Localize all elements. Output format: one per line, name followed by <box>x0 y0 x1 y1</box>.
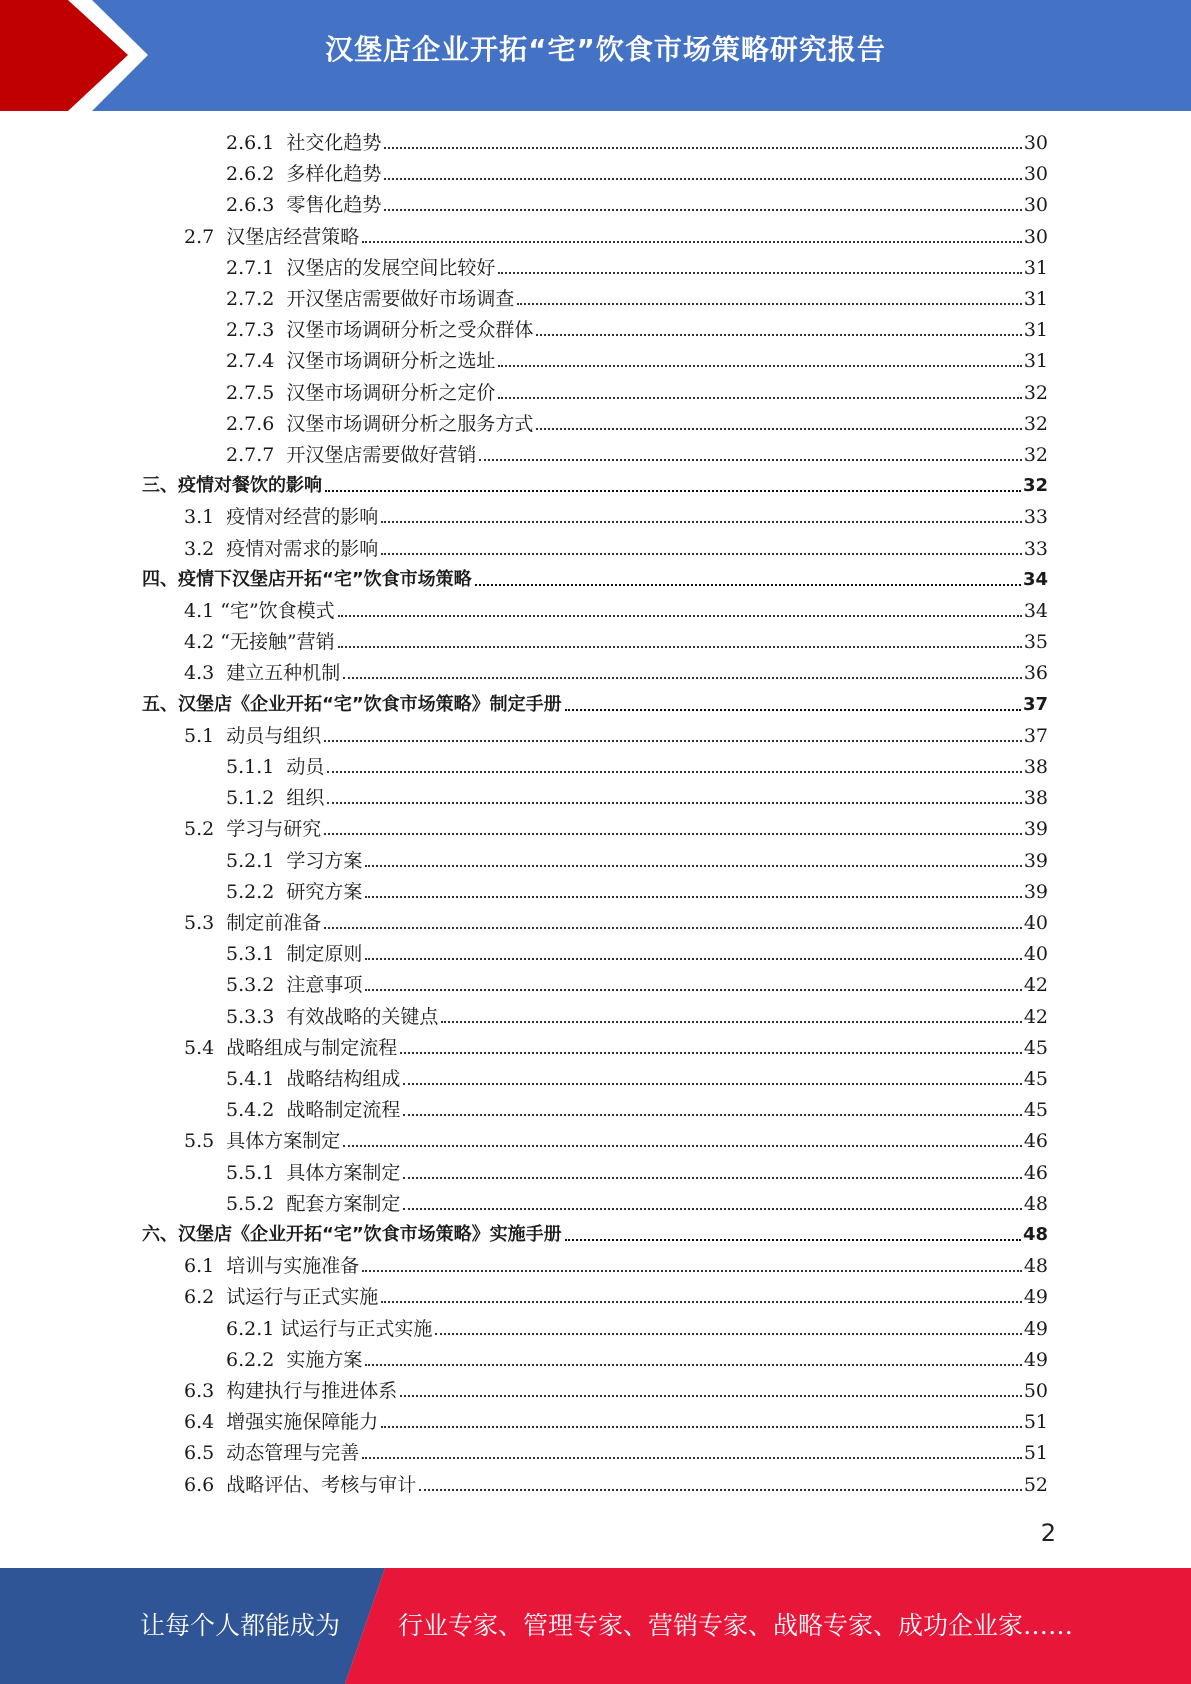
toc-entry[interactable] <box>226 1312 1048 1342</box>
toc-entry-page: 46 <box>1023 1130 1048 1153</box>
toc-entry[interactable] <box>226 781 1048 811</box>
toc-entry-label: 2.7.5 汉堡市场调研分析之定价 <box>226 381 496 404</box>
toc-entry-page: 52 <box>1023 1473 1048 1496</box>
toc-entry-label: 6.2.2 实施方案 <box>226 1348 363 1371</box>
toc-entry-page: 48 <box>1023 1255 1048 1278</box>
toc-entry-label: 3.2 疫情对需求的影响 <box>184 537 379 560</box>
toc-entry-page: 37 <box>1023 724 1048 747</box>
toc-entry-label: 2.6.2 多样化趋势 <box>226 163 382 186</box>
toc-entry[interactable] <box>184 500 1048 530</box>
toc-entry-label: 5.3.1 制定原则 <box>226 943 363 966</box>
toc-entry-label: 5.5 具体方案制定 <box>184 1130 341 1153</box>
toc-entry-page: 48 <box>1023 1192 1048 1215</box>
toc-entry[interactable] <box>184 906 1048 936</box>
page-footer <box>0 1568 1191 1684</box>
toc-dot-leader <box>362 1457 1022 1459</box>
toc-dot-leader <box>384 178 1021 180</box>
toc-chapter-entry[interactable] <box>142 1218 1048 1248</box>
toc-entry-page: 45 <box>1023 1099 1048 1122</box>
toc-entry-label: 2.7.1 汉堡店的发展空间比较好 <box>226 256 496 279</box>
toc-entry-label: 2.7.7 开汉堡店需要做好营销 <box>226 444 477 466</box>
toc-chapter-entry[interactable] <box>142 469 1048 499</box>
toc-dot-leader <box>403 1177 1021 1179</box>
toc-dot-leader <box>536 428 1021 430</box>
toc-entry[interactable] <box>184 1249 1048 1279</box>
toc-entry-label: 6.4 增强实施保障能力 <box>184 1411 379 1434</box>
toc-entry[interactable] <box>184 719 1048 749</box>
toc-entry-page: 42 <box>1023 974 1048 997</box>
toc-entry-page: 49 <box>1023 1317 1048 1340</box>
toc-entry-label: 4.3 建立五种机制 <box>184 662 341 685</box>
toc-entry-page: 34 <box>1022 568 1048 590</box>
toc-dot-leader <box>324 833 1022 835</box>
toc-entry[interactable] <box>184 1468 1048 1498</box>
toc-entry[interactable] <box>226 1093 1048 1123</box>
toc-entry-label: 5.3 制定前准备 <box>184 912 322 934</box>
toc-entry-page: 46 <box>1023 1161 1048 1184</box>
toc-dot-leader <box>362 1270 1022 1272</box>
toc-entry-page: 30 <box>1023 163 1048 186</box>
toc-entry-page: 36 <box>1023 662 1048 685</box>
toc-entry-page: 38 <box>1023 787 1048 810</box>
toc-entry[interactable] <box>184 594 1048 624</box>
toc-entry[interactable] <box>226 844 1048 874</box>
toc-entry-label: 五、汉堡店《企业开拓“宅”饮食市场策略》制定手册 <box>142 693 562 715</box>
toc-entry-label: 5.3.2 注意事项 <box>226 974 363 997</box>
toc-entry-label: 5.3.3 有效战略的关键点 <box>226 1005 439 1028</box>
toc-entry[interactable] <box>184 1374 1048 1404</box>
toc-entry-label: 5.2.2 研究方案 <box>226 880 363 903</box>
toc-entry-label: 6.2.1 试运行与正式实施 <box>226 1317 433 1340</box>
toc-entry-label: 5.5.1 具体方案制定 <box>226 1161 401 1184</box>
toc-dot-leader <box>381 1301 1022 1303</box>
toc-dot-leader <box>565 709 1021 711</box>
toc-entry[interactable] <box>226 1156 1048 1186</box>
toc-entry-page: 40 <box>1023 912 1048 934</box>
toc-entry[interactable] <box>226 937 1048 967</box>
toc-dot-leader <box>365 1364 1021 1366</box>
toc-entry-label: 6.2 试运行与正式实施 <box>184 1286 379 1309</box>
toc-entry-page: 31 <box>1023 288 1048 310</box>
toc-entry-page: 42 <box>1023 1005 1048 1028</box>
toc-entry-label: 5.2.1 学习方案 <box>226 849 363 872</box>
toc-dot-leader <box>384 209 1021 211</box>
toc-entry-label: 6.6 战略评估、考核与审计 <box>184 1473 417 1496</box>
toc-entry[interactable] <box>184 532 1048 562</box>
toc-entry-page: 45 <box>1023 1068 1048 1090</box>
toc-dot-leader <box>403 1114 1021 1116</box>
toc-entry-page: 33 <box>1023 506 1048 529</box>
toc-dot-leader <box>365 896 1021 898</box>
toc-entry-label: 5.2 学习与研究 <box>184 818 322 841</box>
toc-entry[interactable] <box>184 812 1048 842</box>
toc-entry-page: 32 <box>1023 412 1048 435</box>
toc-entry[interactable] <box>226 282 1048 312</box>
toc-dot-leader <box>441 1021 1021 1023</box>
toc-entry-label: 2.7.2 开汉堡店需要做好市场调查 <box>226 288 515 310</box>
toc-entry[interactable] <box>226 750 1048 780</box>
toc-dot-leader <box>338 615 1022 617</box>
toc-entry[interactable] <box>184 1436 1048 1466</box>
toc-entry[interactable] <box>184 656 1048 686</box>
footer-slogan-left: 让每个人都能成为 <box>140 1611 341 1640</box>
toc-entry-label: 5.4 战略组成与制定流程 <box>184 1036 398 1059</box>
toc-entry[interactable] <box>226 1187 1048 1217</box>
toc-entry-label: 2.6.3 零售化趋势 <box>226 194 382 217</box>
toc-dot-leader <box>435 1333 1021 1335</box>
toc-entry-label: 5.1.2 组织 <box>226 787 325 810</box>
toc-entry-page: 45 <box>1023 1036 1048 1059</box>
toc-dot-leader <box>536 334 1021 336</box>
toc-entry-label: 2.7.6 汉堡市场调研分析之服务方式 <box>226 412 534 435</box>
toc-dot-leader <box>498 397 1021 399</box>
toc-entry-label: 5.1 动员与组织 <box>184 724 322 747</box>
toc-entry-page: 39 <box>1023 818 1048 841</box>
footer-slogan-right: 行业专家、管理专家、营销专家、战略专家、成功企业家…… <box>398 1611 1074 1640</box>
toc-dot-leader <box>400 1395 1022 1397</box>
toc-entry[interactable] <box>226 188 1048 218</box>
toc-entry-page: 32 <box>1023 381 1048 404</box>
toc-entry-page: 49 <box>1023 1348 1048 1371</box>
toc-entry[interactable] <box>184 1280 1048 1310</box>
toc-dot-leader <box>324 740 1022 742</box>
toc-entry-page: 49 <box>1023 1286 1048 1309</box>
toc-entry-label: 四、疫情下汉堡店开拓“宅”饮食市场策略 <box>142 568 472 590</box>
header-title: 汉堡店企业开拓“宅”饮食市场策略研究报告 <box>325 33 886 66</box>
toc-entry[interactable] <box>226 376 1048 406</box>
toc-entry[interactable] <box>226 438 1048 468</box>
toc-entry-page: 39 <box>1023 849 1048 872</box>
toc-dot-leader <box>403 1083 1021 1085</box>
toc-entry-page: 32 <box>1023 444 1048 466</box>
toc-entry[interactable] <box>184 1031 1048 1061</box>
toc-entry-page: 51 <box>1023 1411 1048 1434</box>
toc-dot-leader <box>565 1239 1021 1241</box>
toc-entry[interactable] <box>226 1062 1048 1092</box>
toc-dot-leader <box>327 771 1021 773</box>
toc-entry-page: 50 <box>1023 1380 1048 1402</box>
toc-entry-page: 40 <box>1023 943 1048 966</box>
toc-entry-page: 32 <box>1022 475 1048 497</box>
toc-entry-page: 31 <box>1023 256 1048 279</box>
toc-entry[interactable] <box>226 1000 1048 1030</box>
toc-dot-leader <box>498 365 1021 367</box>
toc-entry[interactable] <box>184 1405 1048 1435</box>
toc-entry-label: 5.4.2 战略制定流程 <box>226 1099 401 1122</box>
toc-entry-page: 30 <box>1023 132 1048 154</box>
toc-entry-label: 4.2 “无接触”营销 <box>184 631 335 654</box>
toc-entry-label: 2.7.4 汉堡市场调研分析之选址 <box>226 350 496 373</box>
toc-entry-label: 六、汉堡店《企业开拓“宅”饮食市场策略》实施手册 <box>142 1224 562 1245</box>
toc-entry-page: 31 <box>1023 350 1048 373</box>
toc-dot-leader <box>362 241 1022 243</box>
toc-dot-leader <box>384 147 1021 149</box>
toc-entry-page: 34 <box>1023 600 1048 622</box>
toc-dot-leader <box>475 584 1021 586</box>
toc-dot-leader <box>327 802 1021 804</box>
page-header <box>0 0 1191 111</box>
toc-entry-page: 51 <box>1023 1442 1048 1465</box>
toc-entry[interactable] <box>226 251 1048 281</box>
toc-dot-leader <box>381 1426 1022 1428</box>
toc-dot-leader <box>324 927 1022 929</box>
toc-dot-leader <box>365 865 1021 867</box>
toc-entry-label: 5.5.2 配套方案制定 <box>226 1192 401 1215</box>
toc-entry[interactable] <box>226 875 1048 905</box>
page-number: 2 <box>1040 1519 1056 1547</box>
toc-dot-leader <box>498 272 1021 274</box>
toc-entry-page: 39 <box>1023 880 1048 903</box>
toc-entry[interactable] <box>226 1343 1048 1373</box>
toc-entry-label: 5.1.1 动员 <box>226 756 325 778</box>
toc-entry-page: 38 <box>1023 756 1048 778</box>
toc-dot-leader <box>325 490 1021 492</box>
toc-entry-page: 30 <box>1023 225 1048 248</box>
toc-entry-label: 4.1 “宅”饮食模式 <box>184 600 335 622</box>
toc-dot-leader <box>419 1489 1022 1491</box>
toc-dot-leader <box>365 958 1021 960</box>
toc-entry-label: 3.1 疫情对经营的影响 <box>184 506 379 529</box>
toc-entry-label: 6.3 构建执行与推进体系 <box>184 1380 398 1402</box>
toc-dot-leader <box>479 459 1021 461</box>
toc-dot-leader <box>343 1145 1022 1147</box>
toc-entry-label: 6.1 培训与实施准备 <box>184 1255 360 1278</box>
toc-entry[interactable] <box>226 313 1048 343</box>
toc-entry[interactable] <box>226 157 1048 187</box>
toc-entry-label: 2.7.3 汉堡市场调研分析之受众群体 <box>226 319 534 342</box>
toc-entry[interactable] <box>226 344 1048 374</box>
toc-entry-page: 31 <box>1023 319 1048 342</box>
toc-dot-leader <box>365 989 1021 991</box>
toc-entry-page: 30 <box>1023 194 1048 217</box>
toc-chapter-entry[interactable] <box>142 688 1048 718</box>
toc-entry-label: 5.4.1 战略结构组成 <box>226 1068 401 1090</box>
toc-entry[interactable] <box>226 407 1048 437</box>
toc-dot-leader <box>338 646 1022 648</box>
toc-entry-label: 三、疫情对餐饮的影响 <box>142 475 322 497</box>
toc-dot-leader <box>403 1208 1021 1210</box>
toc-dot-leader <box>381 521 1022 523</box>
toc-entry[interactable] <box>226 126 1048 156</box>
toc-dot-leader <box>400 1052 1022 1054</box>
toc-entry-page: 35 <box>1023 631 1048 654</box>
toc-dot-leader <box>381 553 1022 555</box>
toc-entry-label: 2.7 汉堡店经营策略 <box>184 225 360 248</box>
toc-dot-leader <box>517 303 1021 305</box>
toc-entry-page: 33 <box>1023 537 1048 560</box>
toc-entry[interactable] <box>226 968 1048 998</box>
toc-entry[interactable] <box>184 220 1048 250</box>
toc-entry[interactable] <box>184 1124 1048 1154</box>
toc-dot-leader <box>343 677 1022 679</box>
toc-entry-page: 48 <box>1022 1224 1048 1245</box>
toc-entry-label: 6.5 动态管理与完善 <box>184 1442 360 1465</box>
toc-chapter-entry[interactable] <box>142 563 1048 593</box>
toc-entry-label: 2.6.1 社交化趋势 <box>226 132 382 154</box>
toc-entry[interactable] <box>184 625 1048 655</box>
toc-entry-page: 37 <box>1022 693 1048 715</box>
